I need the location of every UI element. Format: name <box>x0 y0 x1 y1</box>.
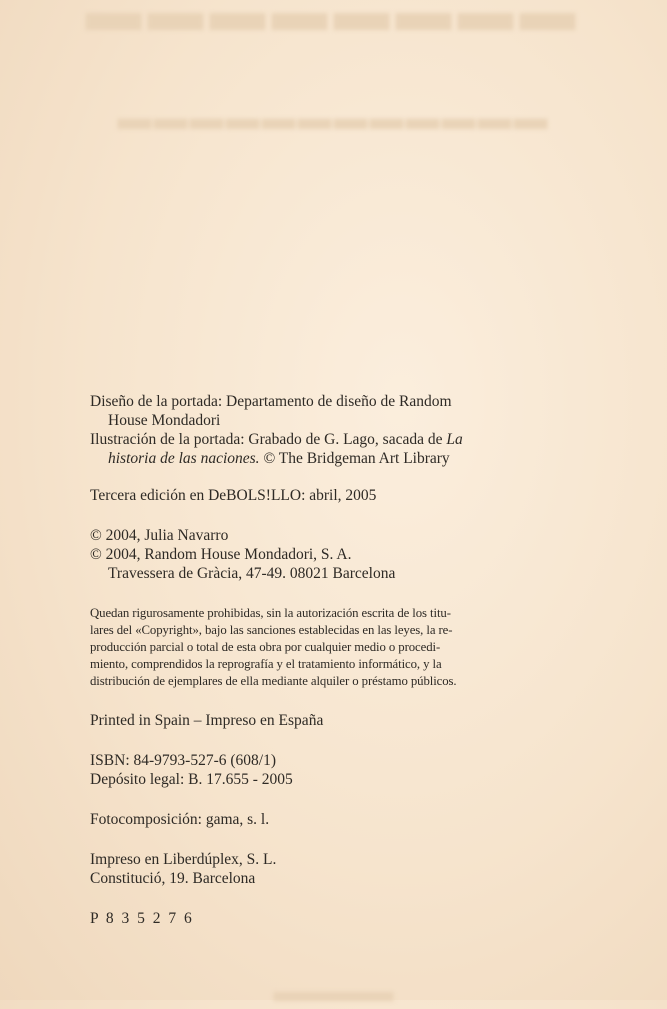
printed-in-line: Printed in Spain – Impreso en España <box>90 712 324 729</box>
printer-block <box>90 850 560 888</box>
copyright-publisher: © 2004, Random House Mondadori, S. A. <box>90 546 352 563</box>
typesetting-line: Fotocomposición: gama, s. l. <box>90 811 270 828</box>
legal-line: producción parcial o total de esta obra por cualquier medio o procedi- <box>90 640 441 654</box>
legal-notice <box>90 605 560 690</box>
legal-line: Quedan rigurosamente prohibidas, sin la autorización escrita de los titu- <box>90 606 451 620</box>
publisher-address: Travessera de Gràcia, 47-49. 08021 Barcelona <box>108 565 396 582</box>
printer-address: Constitució, 19. Barcelona <box>90 870 256 887</box>
printer-name: Impreso en Liberdúplex, S. L. <box>90 851 277 868</box>
cover-design-line-cont: House Mondadori <box>108 412 221 429</box>
credits-block <box>90 392 560 468</box>
cover-illustration-line-cont: historia de las naciones. © The Bridgeman Art Library <box>108 450 450 467</box>
legal-line: miento, comprendidos la reprografía y el tratamiento informático, y la <box>90 657 442 671</box>
legal-line: lares del «Copyright», bajo las sanciones establecidas en las leyes, la re- <box>90 623 453 637</box>
isbn-line: ISBN: 84-9793-527-6 (608/1) <box>90 752 276 769</box>
legal-deposit-line: Depósito legal: B. 17.655 - 2005 <box>90 771 293 788</box>
bleed-through-subtitle: ▬▬▬▬▬▬▬▬▬▬▬▬ <box>117 100 550 137</box>
legal-line: distribución de ejemplares de ella mediante alquiler o préstamo públicos. <box>90 674 457 688</box>
copyright-author: © 2004, Julia Navarro <box>90 527 229 544</box>
edition-line: Tercera edición en DeBOLS!LLO: abril, 2005 <box>90 487 377 504</box>
cover-illustration-line: Ilustración de la portada: Grabado de G. Lago, sacada de La <box>90 431 463 448</box>
copyright-page-text <box>90 392 560 928</box>
bleed-through-footer: ▬▬▬▬ <box>273 975 394 1008</box>
bleed-through-title: ▬▬▬▬▬▬▬▬ <box>85 0 582 43</box>
print-code: P 8 3 5 2 7 6 <box>90 910 194 927</box>
cover-design-line: Diseño de la portada: Departamento de diseño de Random <box>90 393 452 410</box>
copyright-block <box>90 526 560 583</box>
isbn-block <box>90 751 560 789</box>
